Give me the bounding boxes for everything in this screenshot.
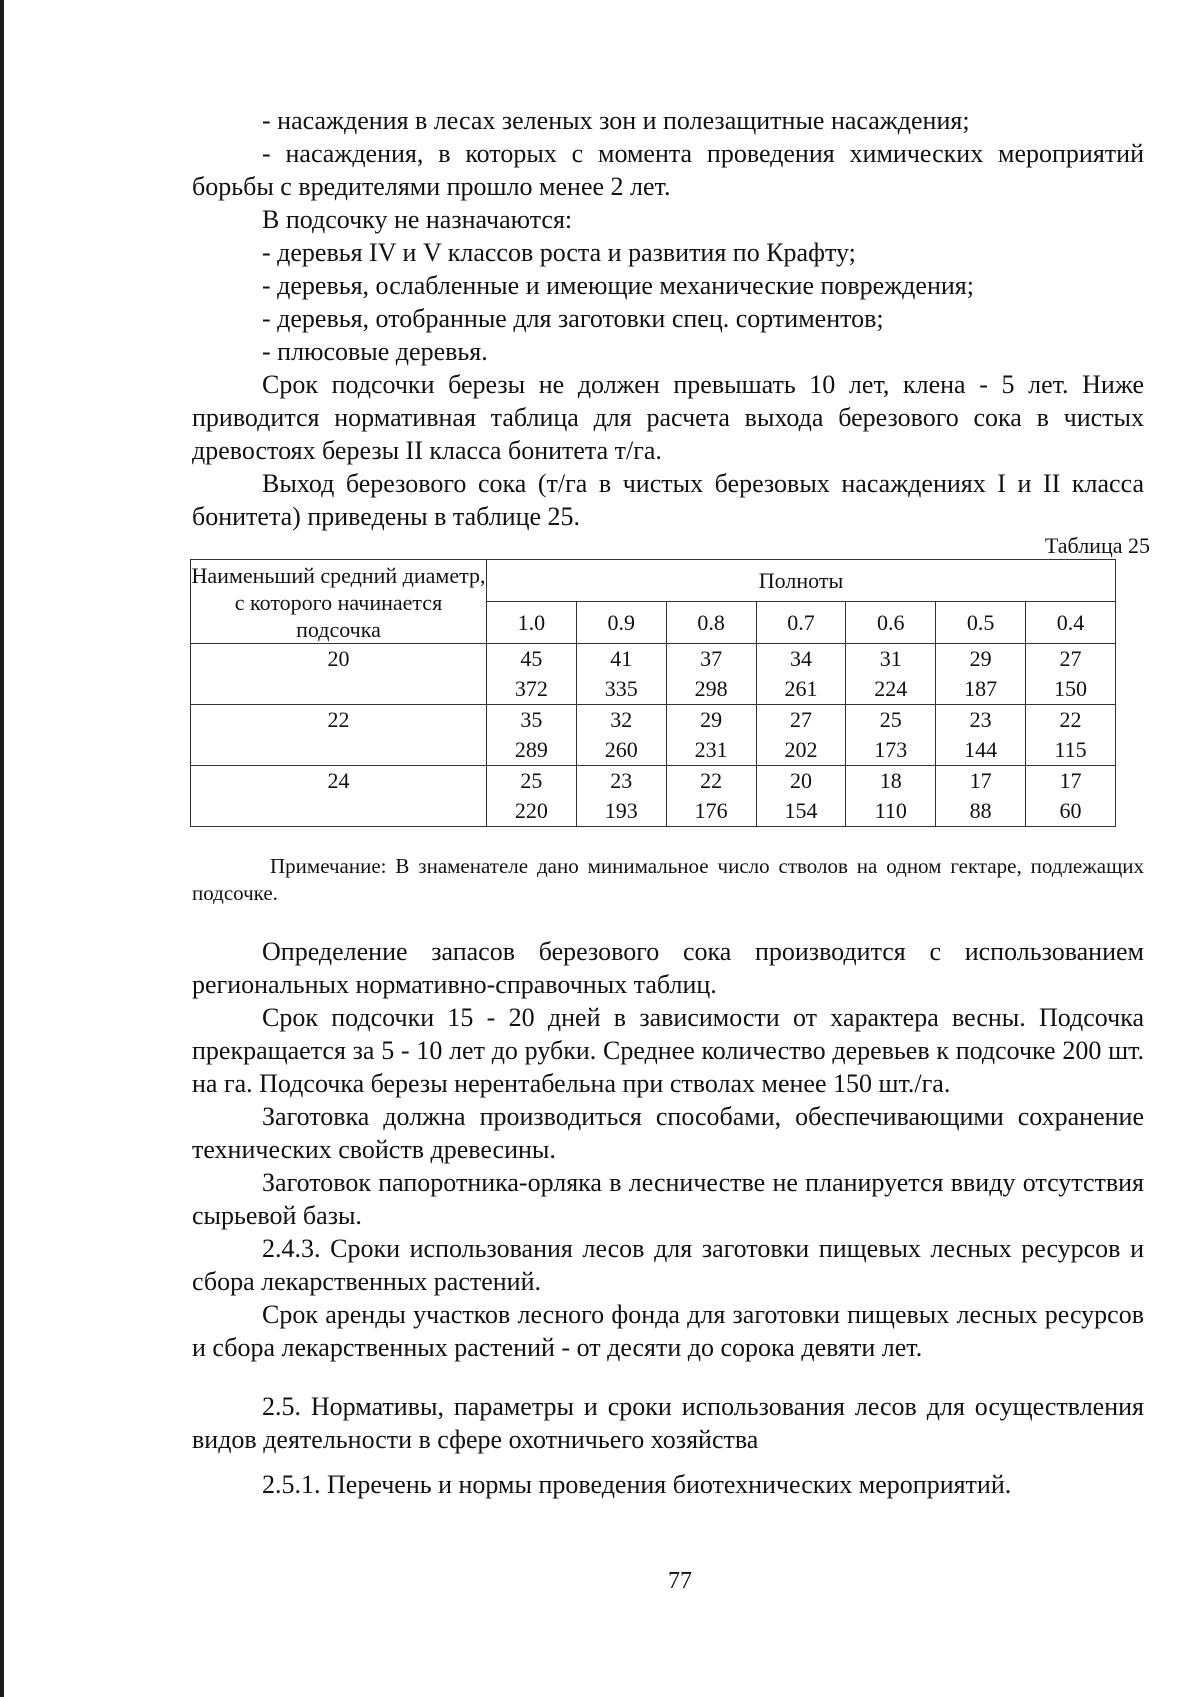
- value-cell: 25: [846, 705, 936, 736]
- column-header: 0.9: [576, 602, 666, 644]
- section-2-5-1-heading: 2.5.1. Перечень и нормы проведения биотехнических мероприятий.: [262, 1470, 1012, 1499]
- paragraph-harvesting: Заготовка должна производиться способами, обеспечивающими сохранение технических свойств древесины.: [192, 1102, 1144, 1164]
- spacer: [192, 1456, 1144, 1468]
- value-cell: 29: [666, 705, 756, 736]
- page-number: 77: [668, 1568, 692, 1594]
- value-cell: 231: [666, 735, 756, 766]
- value-cell: 187: [936, 674, 1026, 705]
- value-cell: 32: [576, 705, 666, 736]
- value-cell: 298: [666, 674, 756, 705]
- spacer: [192, 907, 1144, 935]
- not-assigned-item-3: - деревья, отобранные для заготовки спец. сортиментов;: [262, 304, 884, 333]
- column-header: 1.0: [487, 602, 577, 644]
- value-cell: 335: [576, 674, 666, 705]
- value-cell: 202: [756, 735, 846, 766]
- document-body: [191, 104, 1150, 1501]
- value-cell: 27: [1026, 644, 1116, 675]
- value-cell: 23: [576, 766, 666, 797]
- value-cell: 25: [487, 766, 577, 797]
- value-cell: 224: [846, 674, 936, 705]
- paragraph-fern: Заготовок папоротника-орляка в лесничестве не планируется ввиду отсутствия сырьевой базы.: [192, 1168, 1144, 1230]
- column-header: 0.6: [846, 602, 936, 644]
- paragraph-lease-term: Срок аренды участков лесного фонда для заготовки пищевых лесных ресурсов и сбора лекарственных растений - от десяти до сорока девяти лет.: [192, 1300, 1144, 1362]
- value-cell: 372: [487, 674, 577, 705]
- section-2-4-3-heading: 2.4.3. Сроки использования лесов для заготовки пищевых лесных ресурсов и сбора лекарственных растений.: [192, 1234, 1144, 1296]
- value-cell: 22: [666, 766, 756, 797]
- scan-edge: [0, 0, 4, 1697]
- table-row: [191, 766, 1116, 797]
- paragraph-reserves: Определение запасов березового сока производится с использованием региональных нормативно-справочных таблиц.: [192, 937, 1144, 999]
- column-header: 0.7: [756, 602, 846, 644]
- table-note: Примечание: В знаменателе дано минимальное число стволов на одном гектаре, подлежащих подсочке.: [192, 854, 1144, 905]
- column-header: 0.4: [1026, 602, 1116, 644]
- value-cell: 260: [576, 735, 666, 766]
- table-row: [191, 705, 1116, 736]
- intro-line-1: - насаждения в лесах зеленых зон и полезащитные насаждения;: [262, 106, 970, 135]
- value-cell: 37: [666, 644, 756, 675]
- value-cell: 35: [487, 705, 577, 736]
- value-cell: 20: [756, 766, 846, 797]
- value-cell: 193: [576, 796, 666, 827]
- paragraph-output: Выход березового сока (т/га в чистых березовых насаждениях I и II класса бонитета) приведены в таблице 25.: [192, 469, 1144, 531]
- value-cell: 17: [936, 766, 1026, 797]
- not-assigned-item-1: - деревья IV и V классов роста и развития по Крафту;: [262, 238, 856, 267]
- table-row: [191, 644, 1116, 675]
- spacer: [192, 1364, 1144, 1390]
- paragraph-term: Срок подсочки березы не должен превышать 10 лет, клена - 5 лет. Ниже приводится нормативная таблица для расчета выхода березового сока в чистых древостоях березы II класса бонитета т/га.: [192, 370, 1144, 465]
- value-cell: 150: [1026, 674, 1116, 705]
- value-cell: 115: [1026, 735, 1116, 766]
- value-cell: 18: [846, 766, 936, 797]
- diameter-cell: 22: [191, 705, 487, 766]
- not-assigned-title: В подсочку не назначаются:: [262, 205, 573, 234]
- group-header: Полноты: [487, 560, 1116, 602]
- value-cell: 29: [936, 644, 1026, 675]
- value-cell: 154: [756, 796, 846, 827]
- column-header: 0.8: [666, 602, 756, 644]
- value-cell: 27: [756, 705, 846, 736]
- section-2-5-heading: 2.5. Нормативы, параметры и сроки использования лесов для осуществления видов деятельности в сфере охотничьего хозяйства: [192, 1392, 1144, 1454]
- table-body: [191, 644, 1116, 827]
- value-cell: 22: [1026, 705, 1116, 736]
- value-cell: 45: [487, 644, 577, 675]
- value-cell: 289: [487, 735, 577, 766]
- value-cell: 41: [576, 644, 666, 675]
- value-cell: 23: [936, 705, 1026, 736]
- column-header: 0.5: [936, 602, 1026, 644]
- sap-yield-table: [190, 559, 1116, 827]
- value-cell: 110: [846, 796, 936, 827]
- value-cell: 31: [846, 644, 936, 675]
- value-cell: 220: [487, 796, 577, 827]
- diameter-cell: 24: [191, 766, 487, 827]
- value-cell: 34: [756, 644, 846, 675]
- not-assigned-item-4: - плюсовые деревья.: [262, 337, 488, 366]
- diameter-cell: 20: [191, 644, 487, 705]
- value-cell: 144: [936, 735, 1026, 766]
- not-assigned-item-2: - деревья, ослабленные и имеющие механические повреждения;: [262, 271, 974, 300]
- value-cell: 176: [666, 796, 756, 827]
- table-caption: Таблица 25: [1044, 533, 1150, 558]
- value-cell: 60: [1026, 796, 1116, 827]
- value-cell: 173: [846, 735, 936, 766]
- paragraph-tapping-term: Срок подсочки 15 - 20 дней в зависимости от характера весны. Подсочка прекращается за 5 - 10 лет до рубки. Среднее количество деревьев к подсочке 200 шт. на га. Подсочка березы нерентабельна при стволах менее 150 шт./га.: [192, 1003, 1144, 1098]
- value-cell: 261: [756, 674, 846, 705]
- row-header: Наименьший средний диаметр, с которого начинается подсочка: [191, 560, 487, 644]
- intro-line-2: - насаждения, в которых с момента проведения химических мероприятий борьбы с вредителями прошло менее 2 лет.: [192, 139, 1144, 201]
- value-cell: 17: [1026, 766, 1116, 797]
- value-cell: 88: [936, 796, 1026, 827]
